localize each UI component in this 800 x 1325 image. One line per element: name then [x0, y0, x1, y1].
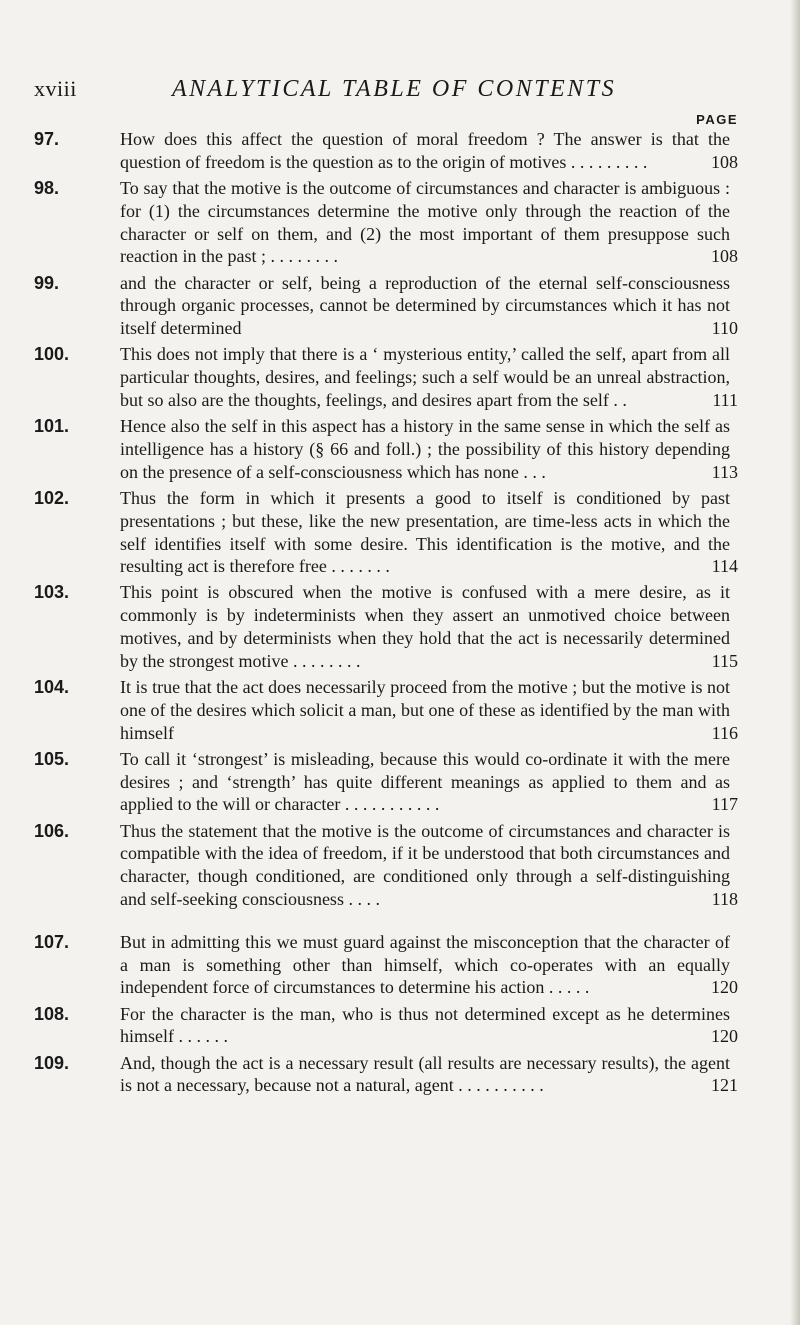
- contents-entry-99: [0, 272, 800, 340]
- entry-text: Thus the statement that the motive is the outcome of circumstances and character is compatible with the idea of freedom, if it be understood that both circumstances and character, though conditioned, are conditioned only through a self-distinguishing and self-seeking consciousness . . . .: [120, 820, 730, 910]
- contents-entry-109: [0, 1052, 800, 1098]
- entry-number: 103.: [34, 582, 70, 603]
- entry-text: Hence also the self in this aspect has a history in the same sense in which the self as intelligence has a history (§ 66 and foll.) ; the possibility of this history depending on the presence of a self-consciousness which has none . . .: [120, 416, 730, 482]
- page-column-label: PAGE: [696, 112, 738, 127]
- contents-entry-106: [0, 820, 800, 911]
- entry-page-number: 108: [711, 246, 738, 267]
- entry-page-number: 114: [711, 556, 738, 577]
- entry-number: 105.: [34, 748, 70, 769]
- entry-text: For the character is the man, who is thus not determined except as he determines himself . . . . . .: [120, 1003, 730, 1047]
- entry-number: 102.: [34, 487, 70, 508]
- entry-page-number: 117: [711, 794, 738, 815]
- entry-page-number: 120: [711, 977, 738, 998]
- running-title: ANALYTICAL TABLE OF CONTENTS: [172, 76, 617, 102]
- contents-entry-105: [0, 748, 800, 816]
- entry-page-number: 118: [711, 889, 738, 910]
- contents-entry-107: [0, 931, 800, 999]
- contents-list: [0, 128, 800, 1101]
- contents-entry-100: [0, 343, 800, 411]
- entry-text: But in admitting this we must guard against the misconception that the character of a man is something other than himself, which co-operates with an equally independent force of circumstances to determine his action . . . . .: [120, 931, 730, 998]
- entry-text: This point is obscured when the motive is confused with a mere desire, as it commonly is by indeterminists when they assert an unmotived choice between motives, and by determinists when they hold that the act is necessarily determined by the strongest motive . . . . . . . .: [120, 582, 730, 671]
- entry-text: How does this affect the question of moral freedom ? The answer is that the question of freedom is the question as to the origin of motives . . . . . . . . .: [120, 129, 730, 172]
- entry-page-number: 121: [711, 1075, 738, 1096]
- entry-text: And, though the act is a necessary result (all results are necessary results), the agent is not a necessary, because not a natural, agent . . . . . . . . . .: [120, 1052, 730, 1096]
- entry-page-number: 120: [711, 1026, 738, 1047]
- entry-page-number: 116: [711, 722, 738, 743]
- entry-page-number: 110: [711, 318, 738, 339]
- entry-page-number: 115: [711, 650, 738, 671]
- contents-entry-101: [0, 415, 800, 483]
- contents-entry-97: [0, 128, 800, 174]
- contents-entry-104: [0, 676, 800, 744]
- running-header: [34, 76, 740, 106]
- page-folio: xviii: [34, 76, 77, 101]
- entry-number: 101.: [34, 416, 70, 437]
- entry-number: 98.: [34, 177, 60, 198]
- entry-number: 109.: [34, 1052, 70, 1073]
- entry-number: 104.: [34, 677, 70, 698]
- contents-entry-102: [0, 487, 800, 578]
- contents-entry-103: [0, 581, 800, 672]
- entry-text: To say that the motive is the outcome of circumstances and character is ambiguous : for (1) the circumstances determine the motive only through the reaction of the character or self on them, and (2) the most important of them presuppose such reaction in the past ; . . . . . . . .: [120, 177, 730, 267]
- entry-number: 106.: [34, 820, 70, 841]
- entry-number: 97.: [34, 129, 60, 149]
- entry-number: 100.: [34, 344, 70, 365]
- entry-text: To call it ‘strongest’ is misleading, because this would co-ordinate it with the mere desires ; and ‘strength’ has quite different meanings as applied to them and as applied to the will or character . . . . . . . . . . .: [120, 748, 730, 815]
- entry-text: It is true that the act does necessarily proceed from the motive ; but the motive is not one of the desires which solicit a man, but one of these as identified by the man with himself: [120, 677, 730, 743]
- entry-text: and the character or self, being a reproduction of the eternal self-consciousness through organic processes, cannot be determined by circumstances which it has not itself determined: [120, 272, 730, 339]
- entry-number: 108.: [34, 1003, 70, 1024]
- entry-page-number: 108: [711, 151, 738, 172]
- contents-entry-108: [0, 1003, 800, 1049]
- entry-page-number: 113: [711, 461, 738, 482]
- contents-entry-98: [0, 177, 800, 268]
- entry-text: This does not imply that there is a ‘ mysterious entity,’ called the self, apart from all particular thoughts, desires, and feelings; such a self would be an unreal abstraction, but so also are the thoughts, feelings, and desires apart from the self . .: [120, 344, 730, 410]
- entry-text: Thus the form in which it presents a good to itself is conditioned by past presentations ; but these, like the new presentation, are time-less acts in which the self identifies itself with some desire. This identification is the motive, and the resulting act is therefore free . . . . . . .: [120, 487, 730, 577]
- entry-number: 107.: [34, 931, 70, 952]
- entry-page-number: 111: [712, 389, 738, 410]
- entry-number: 99.: [34, 272, 60, 293]
